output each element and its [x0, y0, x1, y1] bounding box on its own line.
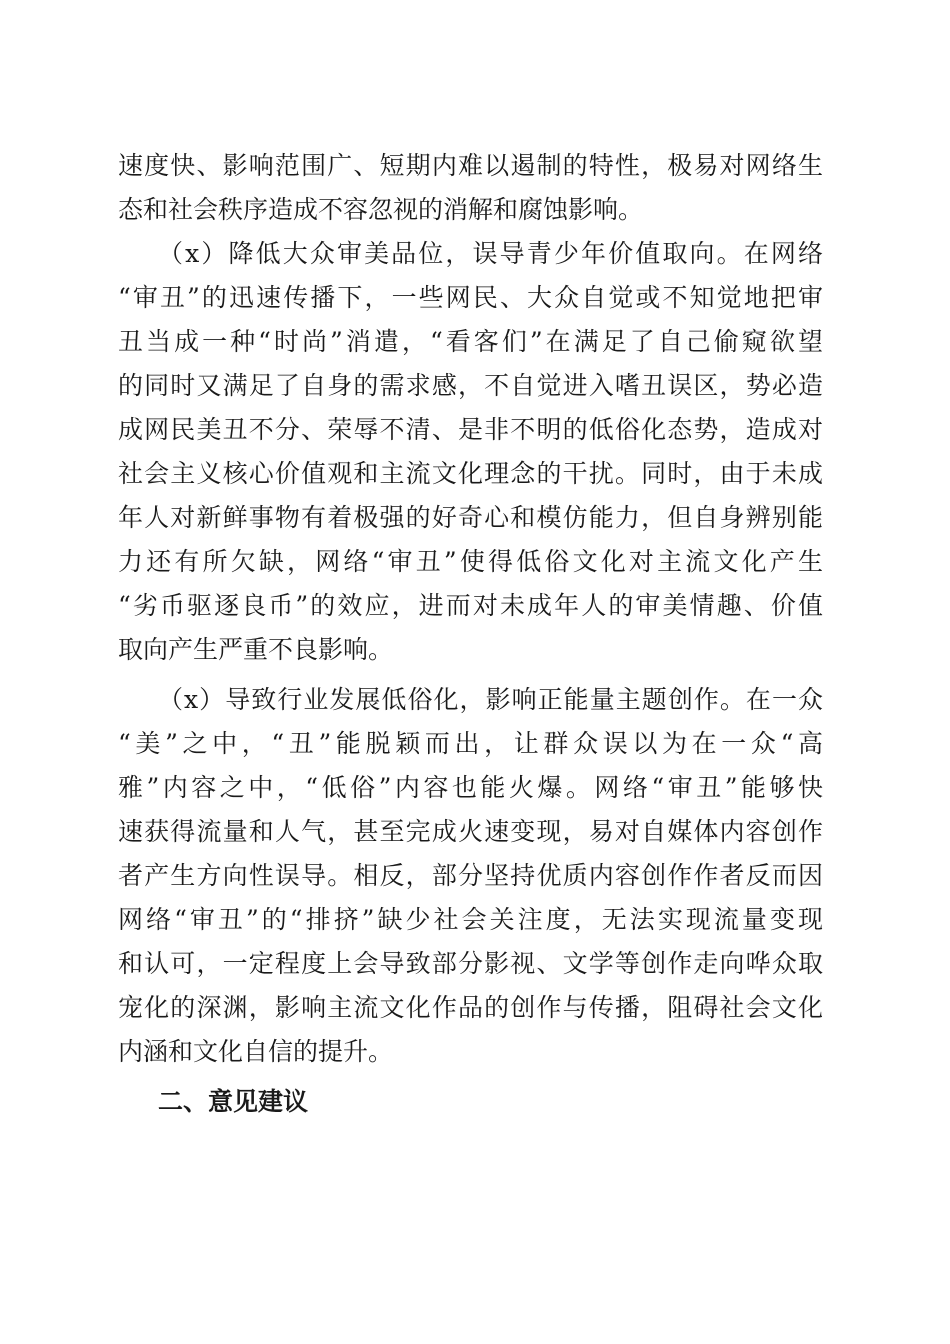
paragraph-1-line-2: 态和社会秩序造成不容忽视的消解和腐蚀影响。 — [118, 195, 644, 224]
paragraph-3-line-4: 速获得流量和人气，甚至完成火速变现，易对自媒体内容创作 — [118, 817, 823, 846]
paragraph-3-line-1: （x）导致行业发展低俗化，影响正能量主题创作。在一众 — [158, 685, 823, 714]
paragraph-2-line-4: 的同时又满足了自身的需求感，不自觉进入嗜丑误区，势必造 — [118, 371, 823, 400]
paragraph-2-line-2: “审丑”的迅速传播下，一些网民、大众自觉或不知觉地把审 — [118, 283, 823, 312]
paragraph-3-line-7: 和认可，一定程度上会导致部分影视、文学等创作走向哗众取 — [118, 949, 823, 978]
paragraph-2-line-1: （x）降低大众审美品位，误导青少年价值取向。在网络 — [158, 239, 823, 268]
paragraph-3-line-5: 者产生方向性误导。相反，部分坚持优质内容创作作者反而因 — [118, 861, 823, 890]
paragraph-2-line-6: 社会主义核心价值观和主流文化理念的干扰。同时，由于未成 — [118, 459, 823, 488]
paragraph-2-line-10: 取向产生严重不良影响。 — [118, 635, 394, 664]
paragraph-2-line-9: “劣币驱逐良币”的效应，进而对未成年人的审美情趣、价值 — [118, 591, 823, 620]
paragraph-3-line-2: “美”之中，“丑”能脱颖而出，让群众误以为在一众“高 — [118, 729, 823, 758]
paragraph-3-line-9: 内涵和文化自信的提升。 — [118, 1037, 394, 1066]
paragraph-3-line-3: 雅”内容之中，“低俗”内容也能火爆。网络“审丑”能够快 — [118, 773, 823, 802]
paragraph-2-line-3: 丑当成一种“时尚”消遣，“看客们”在满足了自己偷窥欲望 — [118, 327, 823, 356]
paragraph-3-line-6: 网络“审丑”的“排挤”缺少社会关注度，无法实现流量变现 — [118, 905, 823, 934]
paragraph-2-line-7: 年人对新鲜事物有着极强的好奇心和模仿能力，但自身辨别能 — [118, 503, 823, 532]
section-heading: 二、意见建议 — [158, 1087, 309, 1116]
paragraph-3-line-8: 宠化的深渊，影响主流文化作品的创作与传播，阻碍社会文化 — [118, 993, 823, 1022]
paragraph-2-line-8: 力还有所欠缺，网络“审丑”使得低俗文化对主流文化产生 — [118, 547, 823, 576]
paragraph-2-line-5: 成网民美丑不分、荣辱不清、是非不明的低俗化态势，造成对 — [118, 415, 823, 444]
paragraph-1-line-1: 速度快、影响范围广、短期内难以遏制的特性，极易对网络生 — [118, 151, 823, 180]
